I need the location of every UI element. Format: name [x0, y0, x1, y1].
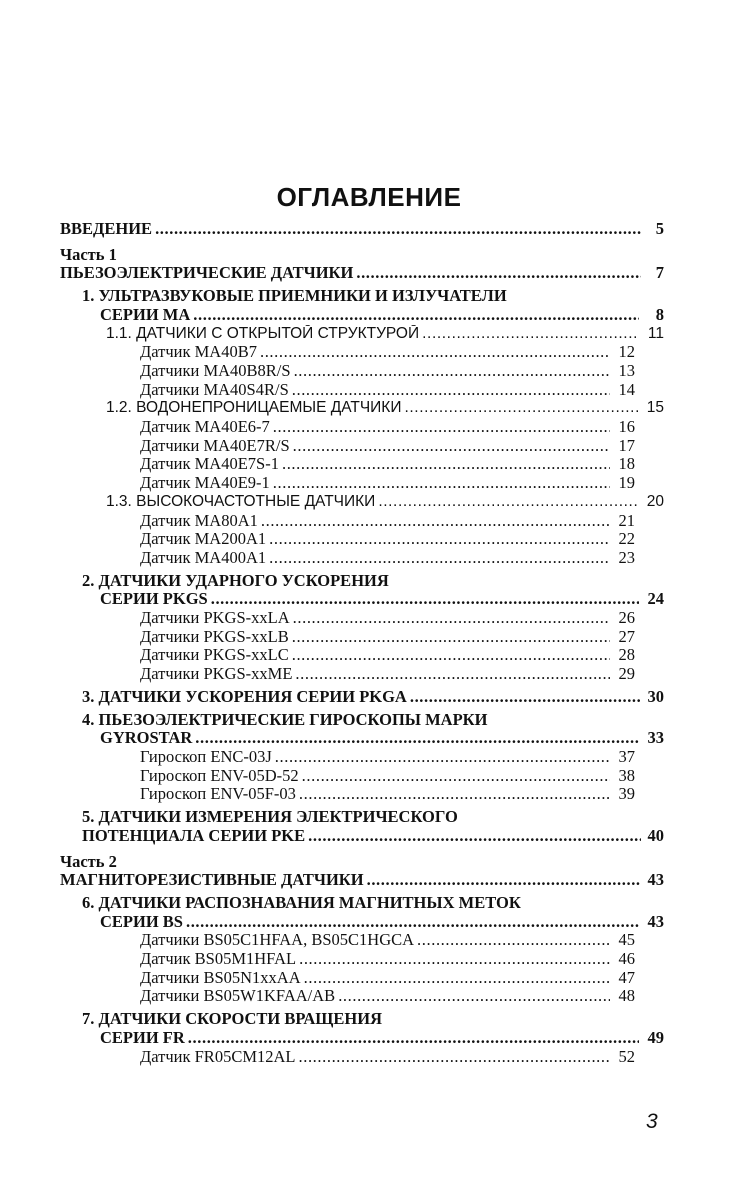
- toc-leader: [273, 474, 610, 493]
- toc-entry-item[interactable]: [140, 628, 635, 647]
- toc-entry-subsection-1-3[interactable]: [106, 493, 664, 512]
- toc-leader: [195, 729, 639, 748]
- toc-entry-page: 22: [618, 530, 635, 549]
- toc-entry-title: Датчик FR05CM12AL: [140, 1047, 296, 1066]
- toc-entry-title: Датчик MA400A1: [140, 548, 267, 567]
- part-2-label: Часть 2: [60, 851, 117, 871]
- toc-entry-title: Датчик MA40B7: [140, 343, 257, 362]
- toc-entry-page: 8: [655, 305, 664, 324]
- toc-entry-page: 5: [655, 220, 664, 238]
- toc-leader: [282, 455, 610, 474]
- page-title: ОГЛАВЛЕНИЕ: [276, 182, 462, 212]
- toc-leader: [367, 871, 641, 890]
- toc-leader: [299, 950, 610, 969]
- toc-entry-item[interactable]: [140, 950, 635, 969]
- toc-entry-item[interactable]: [140, 646, 635, 665]
- toc-section-6-line1: 6. ДАТЧИКИ РАСПОЗНАВАНИЯ МАГНИТНЫХ МЕТОК: [82, 892, 521, 912]
- toc-leader: [299, 785, 610, 804]
- toc-entry-item[interactable]: [140, 418, 635, 437]
- toc-entry-item[interactable]: [140, 455, 635, 474]
- toc-leader: [260, 343, 610, 362]
- toc-entry-intro[interactable]: [60, 220, 664, 239]
- toc-leader: [292, 646, 610, 665]
- toc-leader: [292, 381, 610, 400]
- toc-leader: [293, 437, 610, 456]
- toc-section-2-line1: 2. ДАТЧИКИ УДАРНОГО УСКОРЕНИЯ: [82, 570, 389, 590]
- toc-entry-title: Датчик MA40E6-7: [140, 418, 270, 437]
- toc-leader: [378, 493, 639, 512]
- toc-leader: [269, 549, 610, 568]
- toc-entry-subsection-1-2[interactable]: [106, 399, 664, 418]
- toc-entry-title: СЕРИИ BS: [100, 912, 183, 931]
- toc-leader: [302, 767, 610, 786]
- toc-entry-item[interactable]: [140, 512, 635, 531]
- toc-entry-title: СЕРИИ PKGS: [100, 590, 208, 609]
- toc-entry-page: 15: [646, 399, 664, 417]
- toc-leader: [275, 748, 610, 767]
- toc-entry-item[interactable]: [140, 767, 635, 786]
- toc-entry-section-7[interactable]: [100, 1029, 664, 1048]
- toc-entry-page: 29: [618, 665, 635, 684]
- toc-entry-page: 43: [647, 912, 664, 931]
- toc-entry-title: Датчики BS05W1KFAA/AB: [140, 987, 336, 1006]
- toc-entry-title: Гироскоп ENV-05D-52: [140, 766, 299, 785]
- toc-leader: [292, 628, 610, 647]
- toc-entry-title: Датчик BS05M1HFAL: [140, 950, 297, 969]
- toc-entry-item[interactable]: [140, 437, 635, 456]
- toc-entry-page: 48: [618, 987, 635, 1006]
- toc-entry-page: 33: [647, 729, 664, 748]
- toc-entry-title: СЕРИИ FR: [100, 1028, 185, 1047]
- toc-entry-item[interactable]: [140, 530, 635, 549]
- toc-leader: [308, 827, 641, 846]
- toc-entry-title: Датчики BS05C1HFAA, BS05C1HGCA: [140, 931, 415, 950]
- toc-entry-title: Датчики PKGS-xxLB: [140, 627, 289, 646]
- toc-entry-title: ПОТЕНЦИАЛА СЕРИИ PKE: [82, 826, 306, 845]
- page-number: 3: [646, 1110, 658, 1133]
- toc-entry-section-1[interactable]: [100, 306, 664, 325]
- toc-entry-item[interactable]: [140, 609, 635, 628]
- toc-entry-page: 14: [618, 380, 635, 399]
- toc-entry-title: 1.1. ДАТЧИКИ С ОТКРЫТОЙ СТРУКТУРОЙ: [106, 324, 420, 342]
- toc-entry-section-3[interactable]: [82, 688, 664, 707]
- toc-entry-title: 1.3. ВЫСОКОЧАСТОТНЫЕ ДАТЧИКИ: [106, 492, 376, 510]
- toc-entry-title: 1.2. ВОДОНЕПРОНИЦАЕМЫЕ ДАТЧИКИ: [106, 399, 402, 417]
- toc-entry-title: Датчик MA40E9-1: [140, 474, 270, 493]
- toc-leader: [356, 264, 641, 283]
- toc-entry-title: СЕРИИ МА: [100, 305, 191, 324]
- toc-entry-part-1[interactable]: [60, 264, 664, 283]
- toc-entry-item[interactable]: [140, 665, 635, 684]
- toc-leader: [294, 362, 610, 381]
- toc-entry-title: ВВЕДЕНИЕ: [60, 220, 153, 238]
- table-of-contents: [60, 220, 664, 1066]
- toc-entry-page: 19: [618, 474, 635, 493]
- toc-entry-title: GYROSTAR: [100, 729, 193, 748]
- toc-entry-title: Датчики MA40S4R/S: [140, 380, 289, 399]
- toc-entry-page: 20: [646, 492, 664, 510]
- toc-entry-item[interactable]: [140, 381, 635, 400]
- toc-leader: [293, 609, 610, 628]
- toc-section-1-line1: 1. УЛЬТРАЗВУКОВЫЕ ПРИЕМНИКИ И ИЗЛУЧАТЕЛИ: [82, 286, 507, 306]
- toc-entry-item[interactable]: [140, 549, 635, 568]
- toc-leader: [186, 913, 639, 932]
- toc-entry-page: 45: [618, 931, 635, 950]
- toc-entry-page: 24: [647, 590, 664, 609]
- toc-entry-page: 21: [618, 511, 635, 530]
- toc-entry-title: Датчик MA40E7S-1: [140, 455, 279, 474]
- toc-entry-page: 52: [618, 1047, 635, 1066]
- toc-leader: [304, 969, 610, 988]
- toc-entry-page: 49: [647, 1028, 664, 1047]
- toc-entry-page: 11: [647, 324, 664, 342]
- toc-entry-page: 39: [618, 785, 635, 804]
- toc-entry-item[interactable]: [140, 987, 635, 1006]
- toc-leader: [188, 1029, 639, 1048]
- toc-entry-section-2[interactable]: [100, 590, 664, 609]
- toc-entry-page: 17: [618, 436, 635, 455]
- toc-entry-page: 28: [618, 646, 635, 665]
- toc-entry-page: 18: [618, 455, 635, 474]
- toc-entry-title: МАГНИТОРЕЗИСТИВНЫЕ ДАТЧИКИ: [60, 871, 364, 890]
- toc-entry-title: Гироскоп ENC-03J: [140, 747, 272, 766]
- toc-entry-item[interactable]: [140, 748, 635, 767]
- toc-entry-page: 30: [647, 687, 664, 706]
- toc-entry-page: 23: [618, 548, 635, 567]
- toc-entry-section-4[interactable]: [100, 729, 664, 748]
- toc-leader: [155, 220, 641, 239]
- toc-entry-page: 12: [618, 343, 635, 362]
- toc-entry-page: 27: [618, 627, 635, 646]
- toc-entry-page: 40: [647, 826, 664, 845]
- toc-entry-title: Датчик MA200A1: [140, 530, 267, 549]
- toc-leader: [273, 418, 610, 437]
- toc-leader: [211, 590, 639, 609]
- toc-entry-title: Датчики MA40E7R/S: [140, 436, 290, 455]
- toc-entry-page: 43: [647, 871, 664, 890]
- toc-entry-page: 7: [655, 264, 664, 283]
- toc-leader: [269, 530, 610, 549]
- toc-entry-title: Гироскоп ENV-05F-03: [140, 785, 296, 804]
- toc-leader: [422, 325, 639, 344]
- toc-entry-page: 47: [618, 968, 635, 987]
- toc-entry-item[interactable]: [140, 362, 635, 381]
- toc-entry-item[interactable]: [140, 785, 635, 804]
- toc-entry-page: 46: [618, 950, 635, 969]
- toc-section-5-line1: 5. ДАТЧИКИ ИЗМЕРЕНИЯ ЭЛЕКТРИЧЕСКОГО: [82, 807, 458, 827]
- toc-section-7-line1: 7. ДАТЧИКИ СКОРОСТИ ВРАЩЕНИЯ: [82, 1009, 382, 1029]
- toc-leader: [299, 1048, 611, 1067]
- toc-leader: [417, 931, 610, 950]
- toc-entry-page: 26: [618, 609, 635, 628]
- toc-entry-title: ПЬЕЗОЭЛЕКТРИЧЕСКИЕ ДАТЧИКИ: [60, 264, 354, 283]
- toc-entry-item[interactable]: [140, 931, 635, 950]
- toc-leader: [261, 512, 610, 531]
- toc-entry-subsection-1-1[interactable]: [106, 325, 664, 344]
- part-1-label: Часть 1: [60, 244, 117, 264]
- toc-leader: [404, 399, 639, 418]
- toc-entry-title: Датчики PKGS-xxLA: [140, 609, 290, 628]
- toc-entry-title: Датчики BS05N1xxAA: [140, 968, 301, 987]
- toc-entry-item[interactable]: [140, 1048, 635, 1067]
- toc-leader: [338, 987, 610, 1006]
- toc-entry-page: 38: [618, 766, 635, 785]
- toc-entry-section-5[interactable]: [82, 827, 664, 846]
- toc-entry-page: 13: [618, 361, 635, 380]
- toc-entry-part-2[interactable]: [60, 871, 664, 890]
- toc-entry-section-6[interactable]: [100, 913, 664, 932]
- toc-leader: [193, 306, 639, 325]
- toc-leader: [410, 688, 641, 707]
- toc-entry-title: Датчики PKGS-xxLC: [140, 646, 289, 665]
- toc-entry-page: 37: [618, 747, 635, 766]
- toc-entry-page: 16: [618, 418, 635, 437]
- toc-entry-item[interactable]: [140, 969, 635, 988]
- toc-entry-item[interactable]: [140, 343, 635, 362]
- toc-entry-title: Датчики PKGS-xxME: [140, 665, 293, 684]
- toc-entry-title: 3. ДАТЧИКИ УСКОРЕНИЯ СЕРИИ PKGA: [82, 687, 407, 706]
- toc-entry-title: Датчик MA80A1: [140, 511, 258, 530]
- toc-leader: [295, 665, 610, 684]
- toc-entry-item[interactable]: [140, 474, 635, 493]
- toc-entry-title: Датчики MA40B8R/S: [140, 361, 291, 380]
- toc-section-4-line1: 4. ПЬЕЗОЭЛЕКТРИЧЕСКИЕ ГИРОСКОПЫ МАРКИ: [82, 709, 488, 729]
